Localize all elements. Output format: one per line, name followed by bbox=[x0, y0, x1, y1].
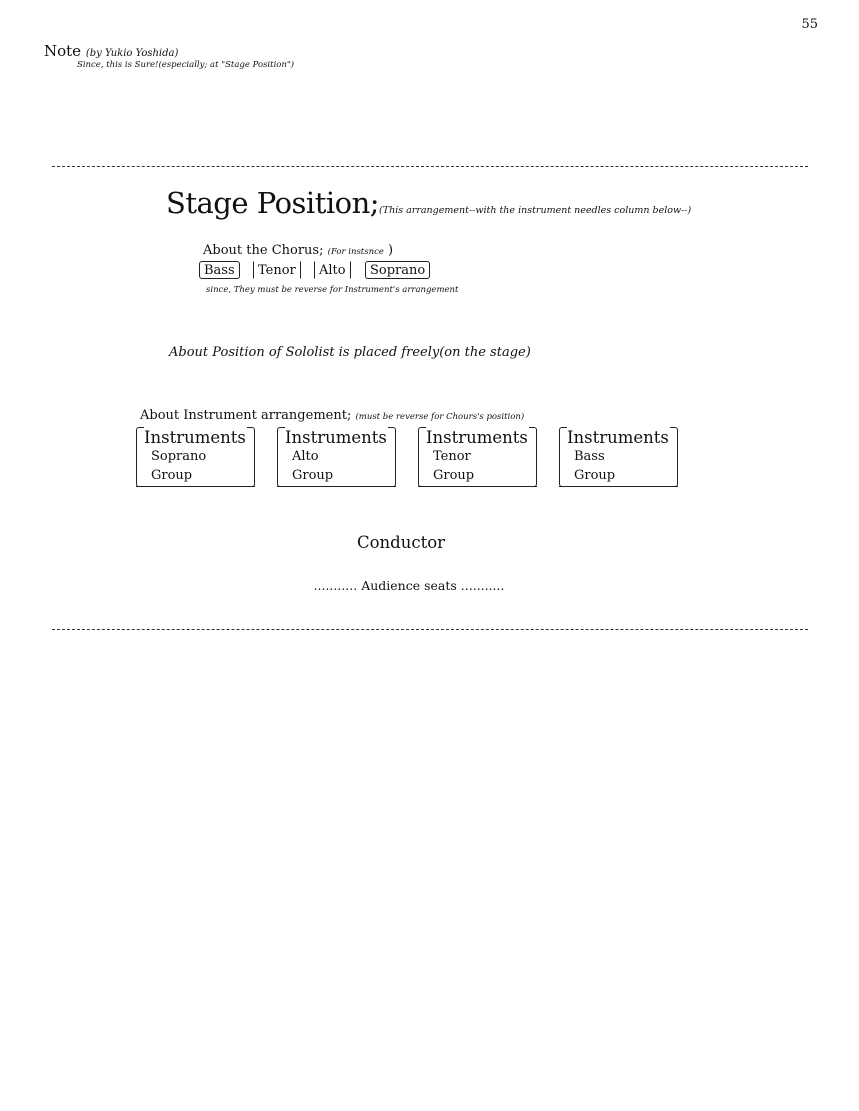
instrument-box-tenor bbox=[418, 427, 537, 487]
instrument-box-title: Instruments bbox=[285, 428, 387, 447]
chorus-caption: since, They must be reverse for Instrument's arrangement bbox=[206, 285, 459, 295]
chorus-voice-soprano: Soprano bbox=[365, 261, 430, 279]
stage-position-heading bbox=[166, 186, 691, 220]
instrument-box-group: Group bbox=[292, 468, 334, 483]
instrument-box-voice: Bass bbox=[574, 449, 605, 464]
chorus-heading-text: About the Chorus; bbox=[203, 243, 324, 258]
instrument-box-title: Instruments bbox=[144, 428, 246, 447]
note-author: (by Yukio Yoshida) bbox=[85, 48, 179, 59]
instrument-box-voice: Tenor bbox=[433, 449, 471, 464]
chorus-voice-bass: Bass bbox=[199, 261, 240, 279]
bottom-dashed-divider bbox=[52, 629, 808, 630]
chorus-voice-tenor: Tenor bbox=[253, 261, 301, 279]
instrument-heading-text: About Instrument arrangement; bbox=[140, 408, 352, 423]
instrument-box-bass bbox=[559, 427, 678, 487]
chorus-heading-note: (For instsnce bbox=[327, 247, 384, 257]
chorus-heading-close: ) bbox=[388, 243, 394, 258]
instrument-box-voice: Alto bbox=[292, 449, 319, 464]
stage-heading-text: Stage Position; bbox=[166, 186, 380, 220]
conductor-label: Conductor bbox=[356, 533, 446, 552]
instrument-box-voice: Soprano bbox=[151, 449, 207, 464]
instrument-box-group: Group bbox=[151, 468, 193, 483]
instrument-box-title: Instruments bbox=[567, 428, 669, 447]
instrument-box-alto bbox=[277, 427, 396, 487]
instrument-box-group: Group bbox=[574, 468, 616, 483]
note-subtitle: Since, this is Sure!(especially; at "Stage Position") bbox=[77, 60, 295, 70]
note-heading bbox=[44, 42, 178, 60]
page-number: 55 bbox=[801, 17, 818, 32]
chorus-heading bbox=[203, 243, 393, 258]
soloist-note: About Position of Sololist is placed freely(on the stage) bbox=[169, 345, 531, 360]
instrument-box-soprano bbox=[136, 427, 255, 487]
instrument-heading bbox=[140, 408, 524, 423]
chorus-voice-alto: Alto bbox=[314, 261, 351, 279]
instrument-box-title: Instruments bbox=[426, 428, 528, 447]
top-dashed-divider bbox=[52, 166, 808, 167]
stage-heading-note: (This arrangement--with the instrument needles column below--) bbox=[379, 205, 692, 216]
audience-seats-label: ........... Audience seats ........... bbox=[313, 578, 505, 593]
instrument-heading-note: (must be reverse for Chours's position) bbox=[355, 412, 525, 422]
note-title: Note bbox=[44, 42, 82, 60]
instrument-box-group: Group bbox=[433, 468, 475, 483]
